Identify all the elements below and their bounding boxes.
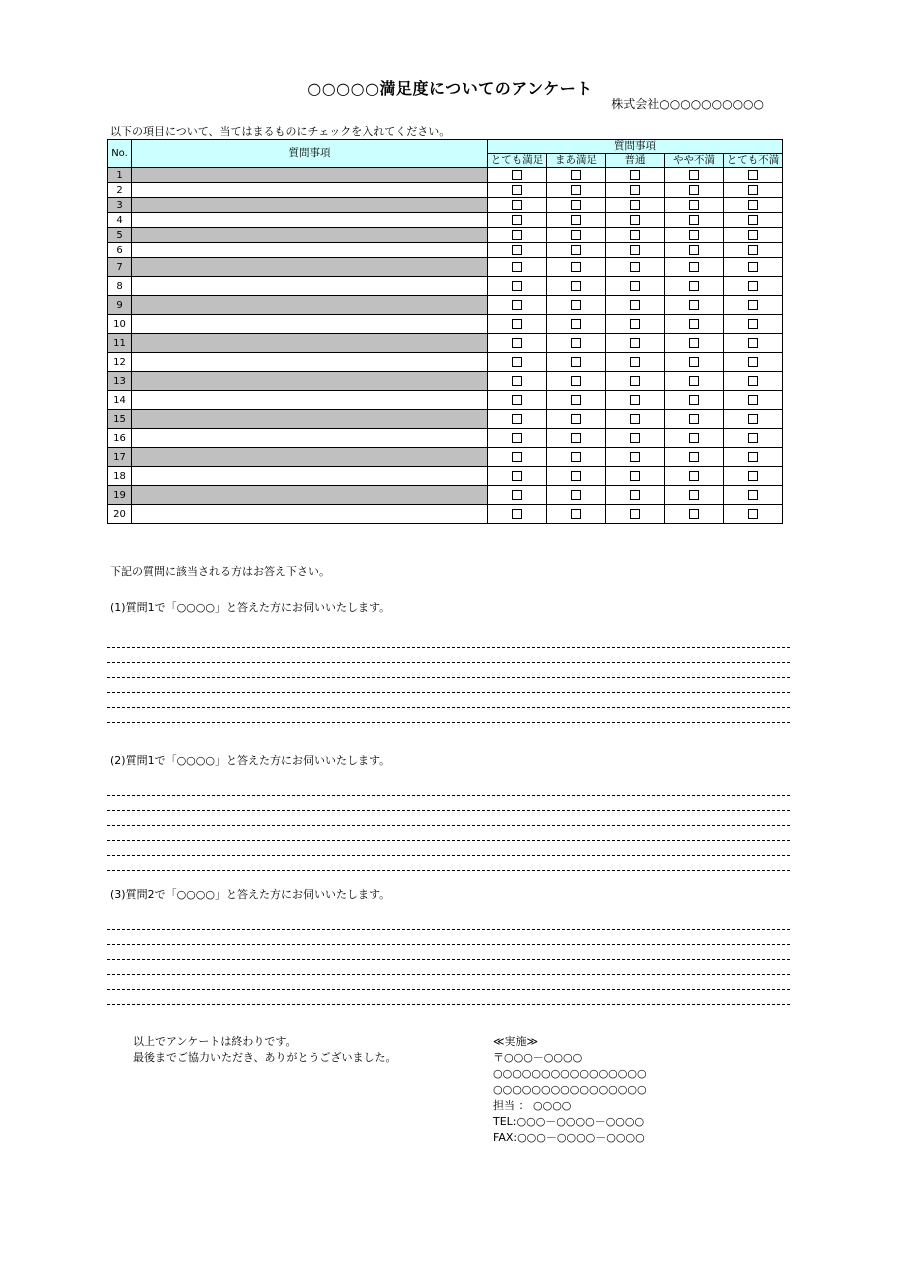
question-cell[interactable]: [132, 467, 488, 486]
row-number: 20: [108, 505, 132, 524]
rating-cell: [547, 372, 606, 391]
checkbox[interactable]: [512, 300, 522, 310]
rating-cell: [547, 198, 606, 213]
question-header: 質問事項: [132, 140, 488, 168]
question-cell[interactable]: [132, 486, 488, 505]
row-number: 3: [108, 198, 132, 213]
page-title: ○○○○○満足度についてのアンケート: [307, 79, 593, 98]
rating-cell: [547, 183, 606, 198]
rating-cell: [606, 505, 665, 524]
checkbox[interactable]: [630, 200, 640, 210]
checkbox[interactable]: [748, 230, 758, 240]
rating-cell: [547, 334, 606, 353]
rating-cell: [665, 198, 724, 213]
rating-cell: [665, 372, 724, 391]
row-number: 13: [108, 372, 132, 391]
checkbox[interactable]: [571, 262, 581, 272]
postal-code: 〒○○○－○○○○: [493, 1051, 583, 1064]
rating-cell: [488, 198, 547, 213]
row-number: 18: [108, 467, 132, 486]
rating-cell: [488, 277, 547, 296]
rating-cell: [488, 391, 547, 410]
checkbox[interactable]: [630, 170, 640, 180]
checkbox[interactable]: [689, 200, 699, 210]
checkbox[interactable]: [748, 433, 758, 443]
rating-cell: [606, 198, 665, 213]
table-row: [108, 353, 783, 372]
checkbox[interactable]: [748, 376, 758, 386]
table-row: [108, 486, 783, 505]
checkbox[interactable]: [512, 319, 522, 329]
checkbox[interactable]: [689, 338, 699, 348]
rating-cell: [724, 429, 783, 448]
row-number: 19: [108, 486, 132, 505]
question-cell[interactable]: [132, 198, 488, 213]
row-number: 16: [108, 429, 132, 448]
checkbox[interactable]: [689, 376, 699, 386]
rating-cell: [547, 505, 606, 524]
checkbox[interactable]: [748, 215, 758, 225]
rating-cell: [724, 315, 783, 334]
table-row: [108, 258, 783, 277]
checkbox[interactable]: [630, 230, 640, 240]
checkbox[interactable]: [689, 357, 699, 367]
rating-cell: [724, 168, 783, 183]
rating-cell: [724, 277, 783, 296]
table-row: [108, 391, 783, 410]
question-cell[interactable]: [132, 505, 488, 524]
checkbox[interactable]: [512, 376, 522, 386]
checkbox[interactable]: [571, 281, 581, 291]
address-line-1: ○○○○○○○○○○○○○○○○: [493, 1067, 647, 1080]
rating-cell: [724, 448, 783, 467]
checkbox[interactable]: [571, 215, 581, 225]
implementation-block: [493, 1034, 647, 1146]
rating-cell: [724, 410, 783, 429]
rating-cell: [488, 183, 547, 198]
rating-cell: [665, 353, 724, 372]
rating-cell: [606, 448, 665, 467]
checkbox[interactable]: [571, 185, 581, 195]
rating-cell: [665, 315, 724, 334]
table-row: [108, 372, 783, 391]
checkbox[interactable]: [689, 215, 699, 225]
checkbox[interactable]: [571, 230, 581, 240]
rating-cell: [606, 315, 665, 334]
rating-cell: [724, 505, 783, 524]
rating-cell: [606, 429, 665, 448]
rating-cell: [606, 334, 665, 353]
table-row: [108, 277, 783, 296]
company-name: 株式会社○○○○○○○○○○: [611, 97, 764, 111]
rating-cell: [606, 213, 665, 228]
checkbox[interactable]: [689, 509, 699, 519]
rating-cell: [665, 183, 724, 198]
rating-cell: [665, 334, 724, 353]
rating-cell: [665, 168, 724, 183]
checkbox[interactable]: [512, 395, 522, 405]
checkbox[interactable]: [571, 433, 581, 443]
answer-lines-3[interactable]: [107, 915, 790, 1005]
question-cell[interactable]: [132, 258, 488, 277]
checkbox[interactable]: [748, 185, 758, 195]
option-header-very-dissatisfied: とても不満: [724, 154, 783, 168]
checkbox[interactable]: [512, 215, 522, 225]
instruction-text: 以下の項目について、当てはまるものにチェックを入れてください。: [110, 125, 451, 138]
checkbox[interactable]: [571, 319, 581, 329]
table-row: [108, 334, 783, 353]
checkbox[interactable]: [512, 357, 522, 367]
rating-cell: [547, 391, 606, 410]
rating-cell: [606, 258, 665, 277]
table-row: [108, 168, 783, 183]
row-number: 11: [108, 334, 132, 353]
checkbox[interactable]: [630, 433, 640, 443]
rating-cell: [665, 429, 724, 448]
rating-cell: [488, 505, 547, 524]
checkbox[interactable]: [689, 230, 699, 240]
table-row: [108, 505, 783, 524]
checkbox[interactable]: [571, 452, 581, 462]
rating-cell: [724, 334, 783, 353]
rating-cell: [488, 410, 547, 429]
address-line-2: ○○○○○○○○○○○○○○○○: [493, 1083, 647, 1096]
rating-cell: [665, 448, 724, 467]
checkbox[interactable]: [689, 452, 699, 462]
checkbox[interactable]: [748, 338, 758, 348]
checkbox[interactable]: [630, 245, 640, 255]
checkbox[interactable]: [630, 338, 640, 348]
rating-cell: [724, 228, 783, 243]
rating-cell: [606, 296, 665, 315]
rating-cell: [724, 243, 783, 258]
answer-lines-1[interactable]: [107, 633, 790, 723]
question-cell[interactable]: [132, 213, 488, 228]
checkbox[interactable]: [512, 452, 522, 462]
rating-cell: [724, 198, 783, 213]
option-header-very-satisfied: とても満足: [488, 154, 547, 168]
row-number: 15: [108, 410, 132, 429]
rating-cell: [665, 228, 724, 243]
checkbox[interactable]: [748, 200, 758, 210]
rating-cell: [488, 243, 547, 258]
survey-table: [107, 139, 783, 524]
checkbox[interactable]: [689, 170, 699, 180]
table-row: [108, 448, 783, 467]
question-cell[interactable]: [132, 315, 488, 334]
checkbox[interactable]: [689, 281, 699, 291]
question-cell[interactable]: [132, 183, 488, 198]
row-number: 4: [108, 213, 132, 228]
rating-cell: [724, 296, 783, 315]
checkbox[interactable]: [689, 245, 699, 255]
checkbox[interactable]: [748, 357, 758, 367]
question-cell[interactable]: [132, 372, 488, 391]
checkbox[interactable]: [630, 452, 640, 462]
checkbox[interactable]: [630, 357, 640, 367]
rating-cell: [665, 505, 724, 524]
rating-cell: [488, 213, 547, 228]
checkbox[interactable]: [571, 376, 581, 386]
followup-intro: 下記の質問に該当される方はお答え下さい。: [110, 565, 330, 578]
rating-cell: [488, 467, 547, 486]
checkbox[interactable]: [630, 509, 640, 519]
rating-cell: [724, 486, 783, 505]
row-number: 7: [108, 258, 132, 277]
checkbox[interactable]: [748, 300, 758, 310]
row-number: 9: [108, 296, 132, 315]
rating-cell: [488, 486, 547, 505]
rating-cell: [547, 315, 606, 334]
checkbox[interactable]: [571, 200, 581, 210]
checkbox[interactable]: [689, 262, 699, 272]
contact-person: 担当 ： ○○○○: [493, 1099, 572, 1112]
rating-cell: [665, 296, 724, 315]
question-cell[interactable]: [132, 410, 488, 429]
checkbox[interactable]: [571, 338, 581, 348]
checkbox[interactable]: [630, 376, 640, 386]
rating-cell: [488, 372, 547, 391]
checkbox[interactable]: [512, 338, 522, 348]
rating-cell: [547, 243, 606, 258]
checkbox[interactable]: [748, 452, 758, 462]
row-number: 5: [108, 228, 132, 243]
question-cell[interactable]: [132, 277, 488, 296]
checkbox[interactable]: [571, 509, 581, 519]
rating-cell: [547, 467, 606, 486]
checkbox[interactable]: [689, 471, 699, 481]
rating-cell: [665, 243, 724, 258]
table-row: [108, 243, 783, 258]
checkbox[interactable]: [630, 395, 640, 405]
row-number: 1: [108, 168, 132, 183]
checkbox[interactable]: [689, 319, 699, 329]
checkbox[interactable]: [748, 471, 758, 481]
rating-cell: [665, 410, 724, 429]
closing-line-2: 最後までご協力いただき、ありがとうございました。: [133, 1051, 397, 1064]
checkbox[interactable]: [512, 471, 522, 481]
rating-cell: [547, 213, 606, 228]
fax-number: FAX:○○○－○○○○－○○○○: [493, 1131, 645, 1144]
checkbox[interactable]: [571, 471, 581, 481]
rating-cell: [547, 258, 606, 277]
closing-line-1: 以上でアンケートは終わりです。: [133, 1035, 297, 1048]
rating-cell: [547, 277, 606, 296]
question-cell[interactable]: [132, 429, 488, 448]
question-cell[interactable]: [132, 243, 488, 258]
table-row: [108, 467, 783, 486]
option-header-neutral: 普通: [606, 154, 665, 168]
checkbox[interactable]: [512, 433, 522, 443]
table-row: [108, 296, 783, 315]
rating-cell: [606, 228, 665, 243]
rating-cell: [547, 296, 606, 315]
row-number: 14: [108, 391, 132, 410]
checkbox[interactable]: [512, 490, 522, 500]
row-number: 17: [108, 448, 132, 467]
rating-cell: [606, 183, 665, 198]
table-row: [108, 198, 783, 213]
rating-cell: [665, 213, 724, 228]
tel-number: TEL:○○○－○○○○－○○○○: [493, 1115, 645, 1128]
rating-cell: [547, 486, 606, 505]
rating-cell: [488, 448, 547, 467]
checkbox[interactable]: [571, 490, 581, 500]
checkbox[interactable]: [689, 300, 699, 310]
row-number: 8: [108, 277, 132, 296]
checkbox[interactable]: [748, 414, 758, 424]
checkbox[interactable]: [512, 185, 522, 195]
implementation-heading: ≪実施≫: [493, 1035, 539, 1048]
rating-cell: [547, 228, 606, 243]
checkbox[interactable]: [630, 300, 640, 310]
question-cell[interactable]: [132, 296, 488, 315]
rating-cell: [724, 353, 783, 372]
checkbox[interactable]: [748, 490, 758, 500]
followup-question-1: (1)質問1で「○○○○」と答えた方にお伺いいたします。: [110, 601, 391, 614]
row-number: 2: [108, 183, 132, 198]
rating-cell: [606, 243, 665, 258]
checkbox[interactable]: [748, 509, 758, 519]
checkbox[interactable]: [748, 281, 758, 291]
question-cell[interactable]: [132, 353, 488, 372]
question-cell[interactable]: [132, 228, 488, 243]
rating-cell: [606, 391, 665, 410]
checkbox[interactable]: [748, 319, 758, 329]
rating-cell: [665, 391, 724, 410]
rating-cell: [724, 372, 783, 391]
rating-cell: [547, 353, 606, 372]
rating-cell: [547, 429, 606, 448]
rating-group-header: 質問事項: [488, 140, 783, 154]
checkbox[interactable]: [630, 414, 640, 424]
checkbox[interactable]: [512, 281, 522, 291]
checkbox[interactable]: [689, 490, 699, 500]
option-header-dissatisfied: やや不満: [665, 154, 724, 168]
row-number: 10: [108, 315, 132, 334]
row-number: 12: [108, 353, 132, 372]
checkbox[interactable]: [630, 262, 640, 272]
checkbox[interactable]: [571, 300, 581, 310]
rating-cell: [488, 315, 547, 334]
rating-cell: [488, 334, 547, 353]
question-cell[interactable]: [132, 334, 488, 353]
rating-cell: [606, 410, 665, 429]
checkbox[interactable]: [748, 395, 758, 405]
rating-cell: [488, 228, 547, 243]
rating-cell: [606, 353, 665, 372]
rating-cell: [547, 168, 606, 183]
table-row: [108, 410, 783, 429]
checkbox[interactable]: [689, 395, 699, 405]
followup-question-2: (2)質問1で「○○○○」と答えた方にお伺いいたします。: [110, 754, 391, 767]
checkbox[interactable]: [512, 230, 522, 240]
followup-question-3: (3)質問2で「○○○○」と答えた方にお伺いいたします。: [110, 888, 391, 901]
checkbox[interactable]: [748, 262, 758, 272]
answer-lines-2[interactable]: [107, 781, 790, 871]
rating-cell: [665, 258, 724, 277]
checkbox[interactable]: [512, 200, 522, 210]
rating-cell: [665, 277, 724, 296]
table-row: [108, 228, 783, 243]
table-row: [108, 183, 783, 198]
checkbox[interactable]: [512, 509, 522, 519]
checkbox[interactable]: [512, 414, 522, 424]
rating-cell: [606, 486, 665, 505]
no-header: No.: [108, 140, 132, 168]
rating-cell: [606, 467, 665, 486]
checkbox[interactable]: [630, 471, 640, 481]
checkbox[interactable]: [512, 170, 522, 180]
checkbox[interactable]: [571, 395, 581, 405]
rating-cell: [724, 183, 783, 198]
checkbox[interactable]: [630, 185, 640, 195]
checkbox[interactable]: [689, 185, 699, 195]
table-row: [108, 429, 783, 448]
checkbox[interactable]: [689, 414, 699, 424]
checkbox[interactable]: [571, 170, 581, 180]
rating-cell: [488, 258, 547, 277]
checkbox[interactable]: [512, 245, 522, 255]
question-cell[interactable]: [132, 448, 488, 467]
checkbox[interactable]: [630, 215, 640, 225]
rating-cell: [665, 467, 724, 486]
checkbox[interactable]: [571, 245, 581, 255]
rating-cell: [488, 353, 547, 372]
checkbox[interactable]: [630, 319, 640, 329]
table-row: [108, 315, 783, 334]
checkbox[interactable]: [689, 433, 699, 443]
checkbox[interactable]: [571, 414, 581, 424]
rating-cell: [606, 277, 665, 296]
rating-cell: [488, 296, 547, 315]
rating-cell: [606, 372, 665, 391]
rating-cell: [488, 168, 547, 183]
checkbox[interactable]: [512, 262, 522, 272]
rating-cell: [606, 168, 665, 183]
rating-cell: [547, 410, 606, 429]
checkbox[interactable]: [571, 357, 581, 367]
checkbox[interactable]: [748, 245, 758, 255]
table-row: [108, 213, 783, 228]
checkbox[interactable]: [630, 490, 640, 500]
rating-cell: [724, 467, 783, 486]
rating-cell: [488, 429, 547, 448]
row-number: 6: [108, 243, 132, 258]
question-cell[interactable]: [132, 391, 488, 410]
option-header-satisfied: まあ満足: [547, 154, 606, 168]
rating-cell: [724, 258, 783, 277]
rating-cell: [724, 213, 783, 228]
checkbox[interactable]: [748, 170, 758, 180]
rating-cell: [547, 448, 606, 467]
rating-cell: [665, 486, 724, 505]
checkbox[interactable]: [630, 281, 640, 291]
rating-cell: [724, 391, 783, 410]
question-cell[interactable]: [132, 168, 488, 183]
closing-message: [133, 1034, 397, 1066]
